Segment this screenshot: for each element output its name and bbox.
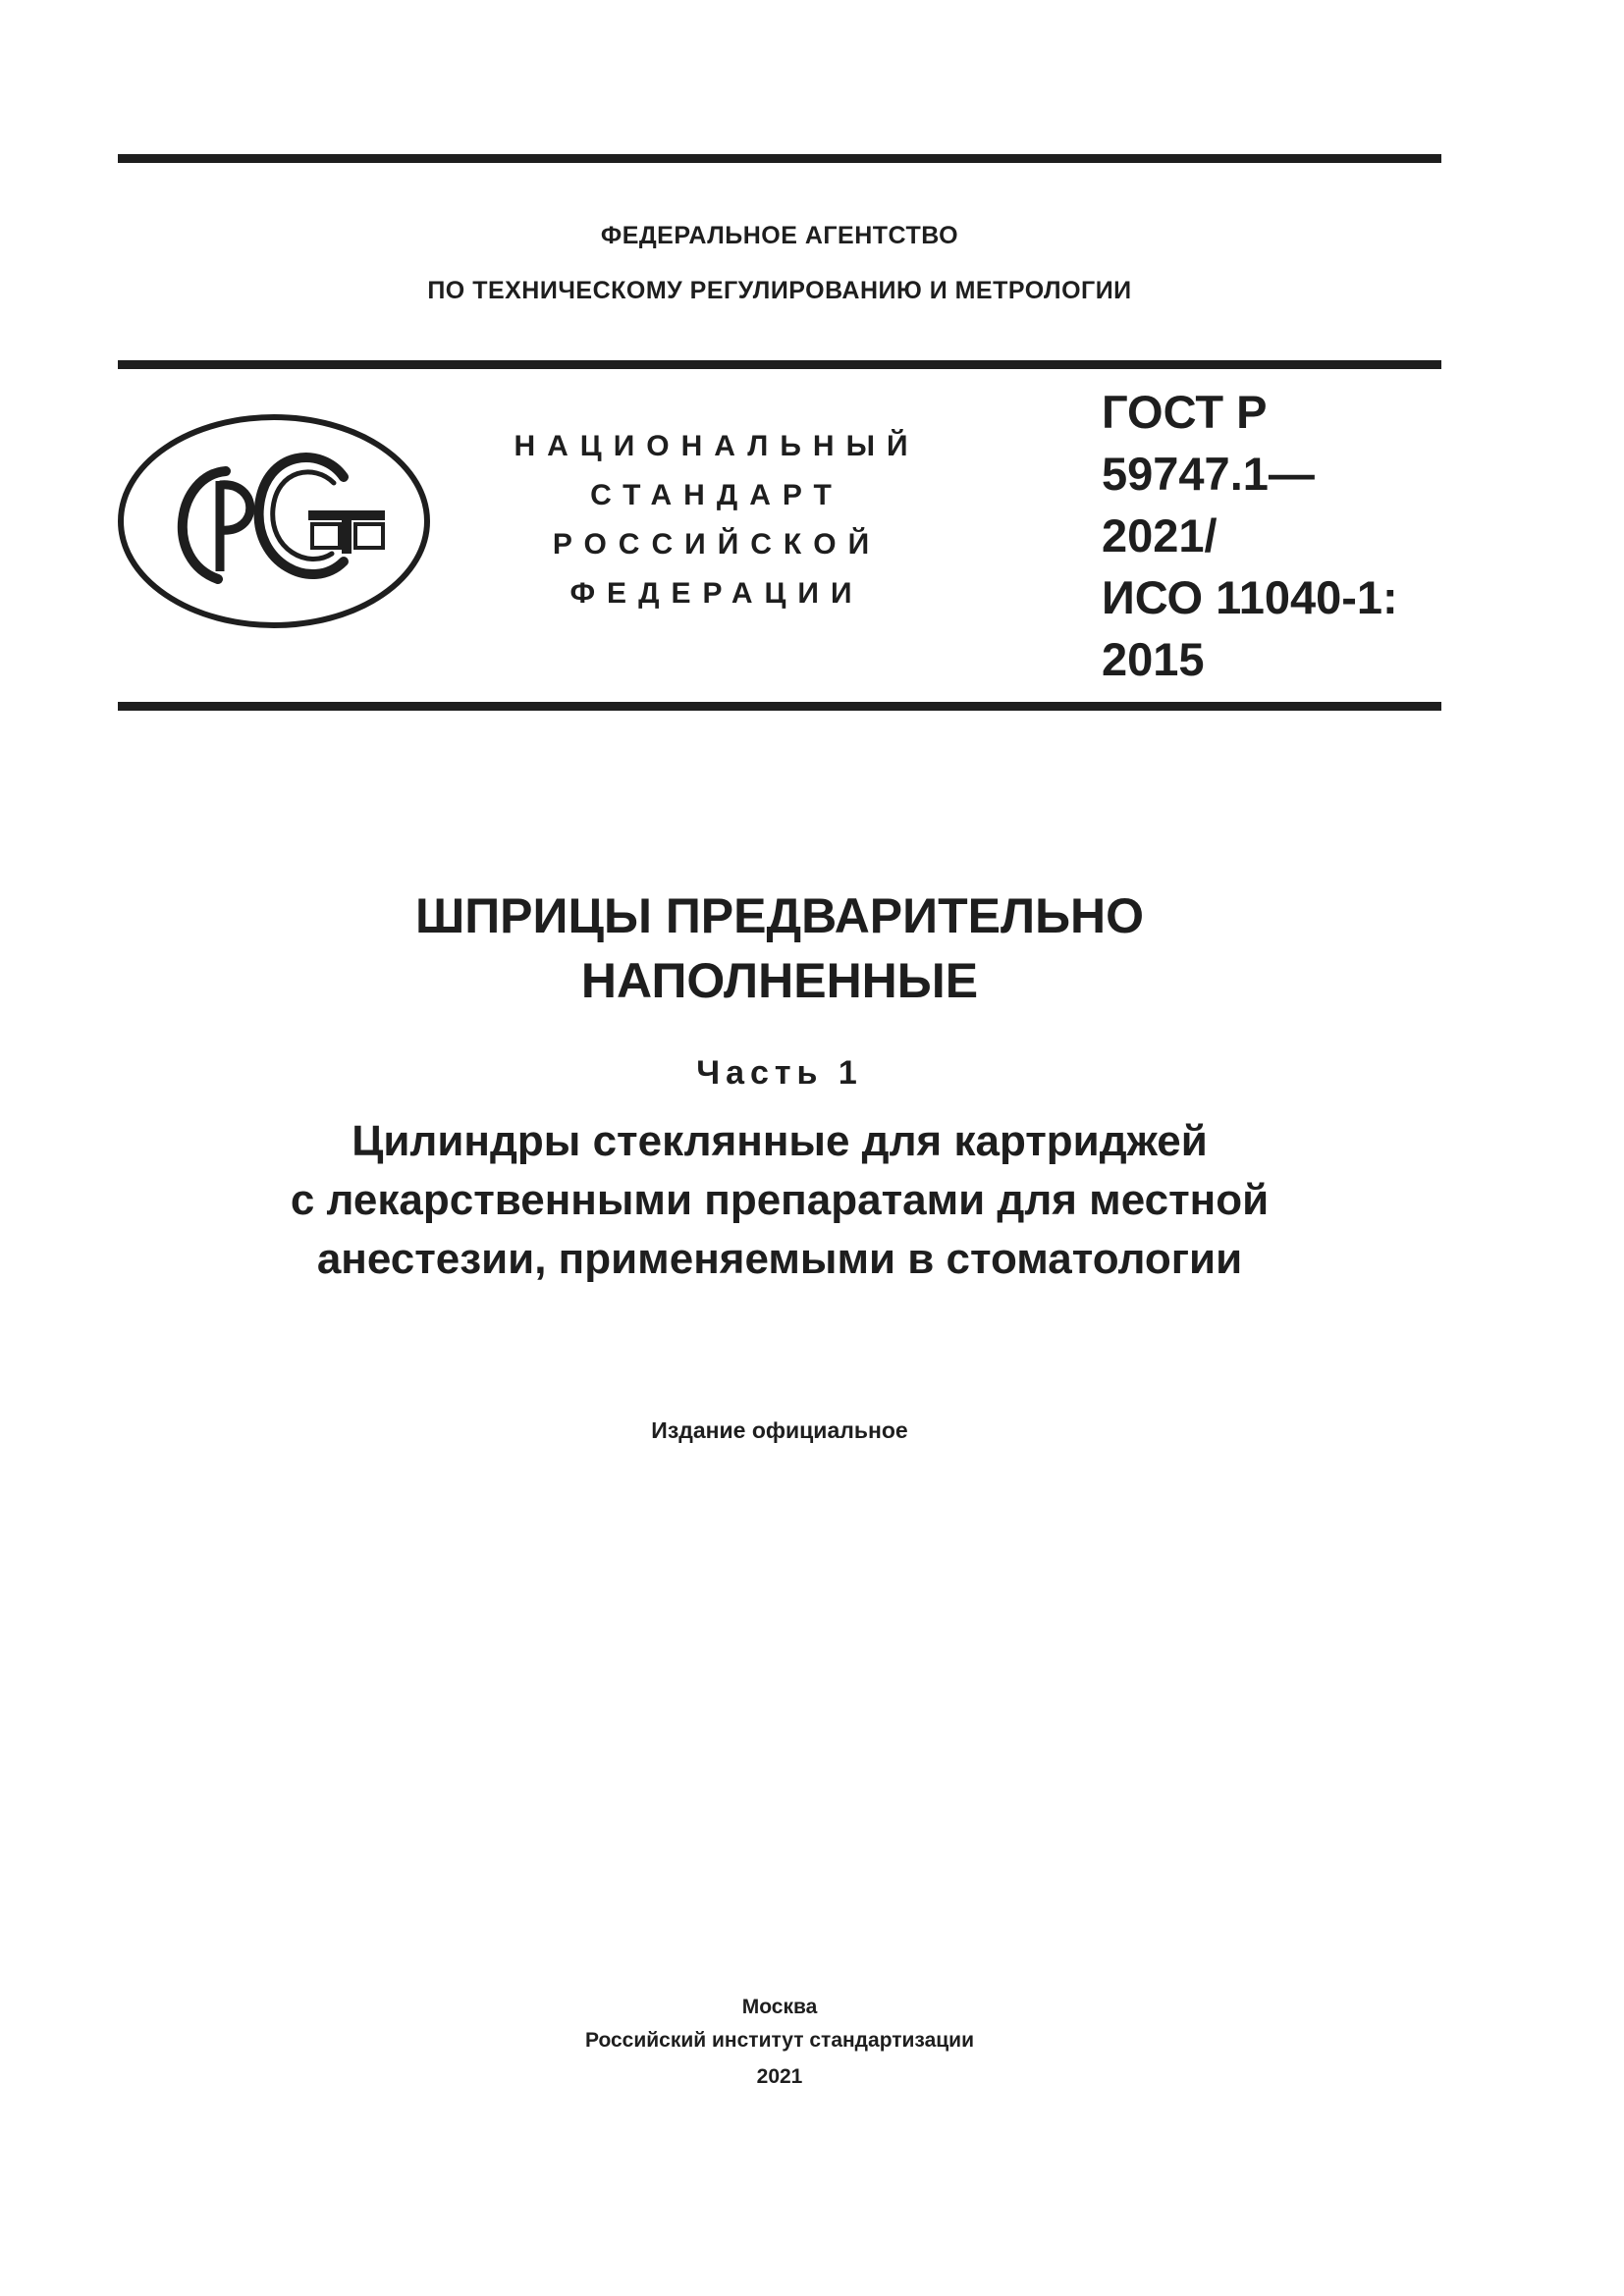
edition-label: Издание официальное [651, 1417, 908, 1443]
designation-line-3: 2021/ [1102, 509, 1218, 561]
header-bottom-rule [118, 702, 1441, 711]
standard-type-line-3: РОССИЙСКОЙ [552, 528, 882, 561]
designation-line-4: ИСО 11040-1: [1102, 571, 1398, 623]
publisher-institute: Российский институт стандартизации [584, 2029, 975, 2052]
designation-line-1: ГОСТ Р [1102, 386, 1268, 438]
standard-designation [1102, 381, 1441, 690]
agency-name-line-2: ПО ТЕХНИЧЕСКОМУ РЕГУЛИРОВАНИЮ И МЕТРОЛОГИИ [427, 277, 1132, 304]
publisher-city: Москва [741, 1996, 818, 2018]
document-subtitle-line-1: Цилиндры стеклянные для картриджей [352, 1117, 1208, 1165]
standard-type-line-2: СТАНДАРТ [590, 479, 843, 511]
designation-line-2: 59747.1— [1102, 448, 1315, 500]
standard-type-line-1: НАЦИОНАЛЬНЫЙ [514, 430, 920, 462]
document-title-line-2: НАПОЛНЕННЫЕ [580, 953, 979, 1008]
agency-name-line-1: ФЕДЕРАЛЬНОЕ АГЕНТСТВО [600, 222, 959, 249]
publication-year: 2021 [756, 2065, 803, 2088]
top-rule [118, 154, 1441, 163]
document-subtitle-line-2: с лекарственными препаратами для местной [290, 1176, 1270, 1224]
document-title-line-1: ШПРИЦЫ ПРЕДВАРИТЕЛЬНО [414, 888, 1145, 943]
part-number: Часть 1 [696, 1054, 863, 1092]
header-divider-rule [118, 360, 1441, 369]
rst-certification-logo-icon [116, 412, 432, 630]
standard-type-line-4: ФЕДЕРАЦИИ [569, 577, 864, 610]
designation-line-5: 2015 [1102, 633, 1205, 685]
document-subtitle-line-3: анестезии, применяемыми в стоматологии [316, 1235, 1243, 1283]
